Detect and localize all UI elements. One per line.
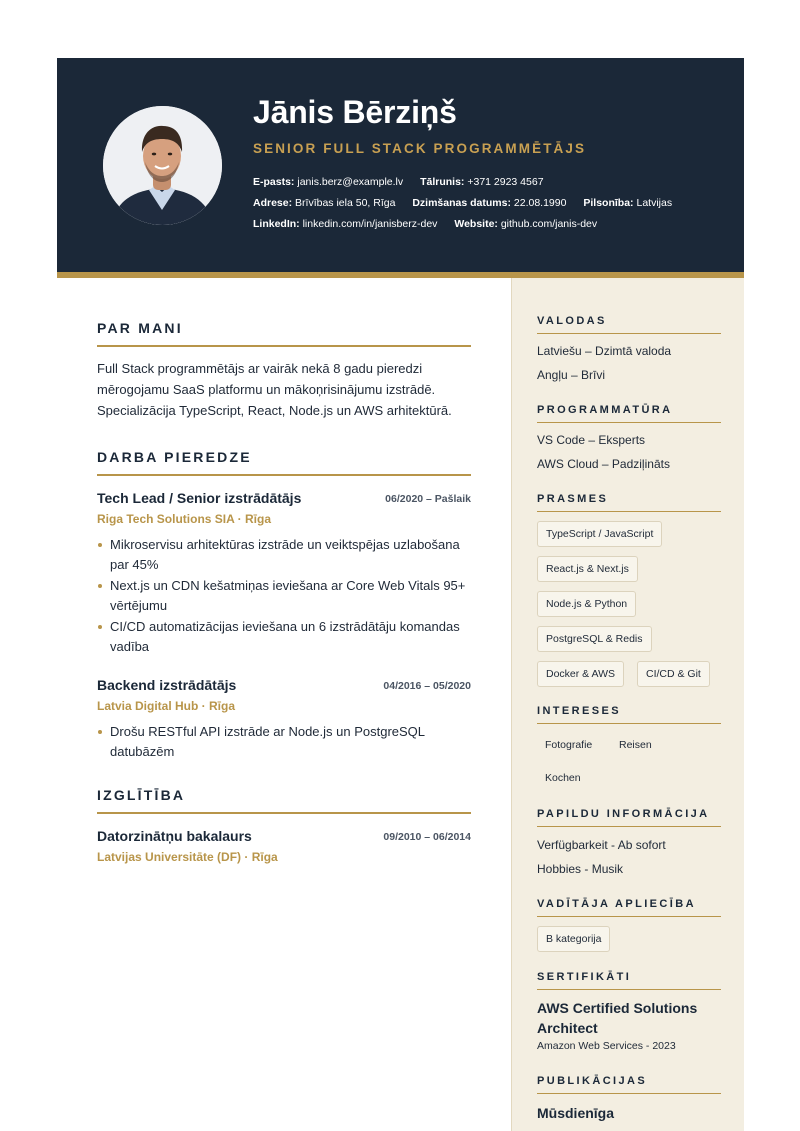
candidate-name: Jānis Bērziņš	[253, 94, 457, 130]
language-item: Angļu – Brīvi	[537, 368, 606, 382]
birthdate-label: Dzimšanas datums:	[412, 197, 511, 209]
skill-tag: Node.js & Python	[537, 591, 636, 617]
sidebar-heading-license: VADĪTĀJA APLIECĪBA	[537, 898, 721, 917]
job-2-company: Latvia Digital Hub · Rīga	[97, 699, 236, 713]
skill-tag: CI/CD & Git	[637, 661, 710, 687]
citizenship-contact	[583, 197, 672, 209]
job-2-dates: 04/2016 – 05/2020	[383, 680, 471, 692]
skill-tag: Docker & AWS	[537, 661, 624, 687]
address-contact	[253, 197, 395, 209]
phone-label: Tālrunis:	[420, 176, 465, 188]
software-item: AWS Cloud – Padziļināts	[537, 457, 670, 471]
skill-tag: PostgreSQL & Redis	[537, 626, 652, 652]
about-text: Full Stack programmētājs ar vairāk nekā 8 gadu pieredzi mērogojamu SaaS platformu un mākoņrisinājumu izstrādē. Specializācija TypeScript, React, Node.js un AWS arhitektūrā.	[97, 361, 452, 418]
website-contact[interactable]	[454, 218, 597, 230]
interest-item: Fotografie	[545, 739, 593, 751]
sidebar-heading-additional: PAPILDU INFORMĀCIJA	[537, 808, 721, 827]
email-contact[interactable]	[253, 176, 403, 188]
additional-item: Hobbies - Musik	[537, 862, 624, 876]
education-school: Latvijas Universitāte (DF) · Rīga	[97, 850, 278, 864]
job-1-dates: 06/2020 – Pašlaik	[385, 493, 471, 505]
email-value: janis.berz@example.lv	[297, 176, 404, 188]
interest-item: Reisen	[619, 739, 652, 751]
job-1-bullet: Next.js un CDN kešatmiņas ieviešana ar Core Web Vitals 95+ vērtējumu	[97, 576, 471, 615]
sidebar-heading-interests: INTERESES	[537, 705, 721, 724]
resume-header	[57, 58, 744, 272]
sidebar-heading-software: PROGRAMMATŪRA	[537, 404, 721, 423]
profile-photo	[103, 106, 222, 225]
additional-item: Verfügbarkeit - Ab sofort	[537, 838, 666, 852]
education-degree: Datorzinātņu bakalaurs	[97, 828, 252, 844]
section-heading-about: PAR MANI	[97, 320, 471, 347]
address-value: Brīvības iela 50, Rīga	[295, 197, 396, 209]
language-item: Latviešu – Dzimtā valoda	[537, 344, 672, 358]
certificate-issuer: Amazon Web Services - 2023	[537, 1040, 676, 1052]
sidebar-heading-publications: PUBLIKĀCIJAS	[537, 1075, 721, 1094]
linkedin-contact[interactable]	[253, 218, 437, 230]
phone-contact[interactable]	[420, 176, 543, 188]
section-heading-education: IZGLĪTĪBA	[97, 787, 471, 814]
job-1-company: Riga Tech Solutions SIA · Rīga	[97, 512, 272, 526]
sidebar-heading-certificates: SERTIFIKĀTI	[537, 971, 721, 990]
sidebar-heading-skills: PRASMES	[537, 493, 721, 512]
skill-tag: React.js & Next.js	[537, 556, 638, 582]
contact-row	[253, 197, 686, 209]
license-tag: B kategorija	[537, 926, 610, 952]
birthdate-contact	[412, 197, 566, 209]
section-heading-experience: DARBA PIEREDZE	[97, 449, 471, 476]
email-label: E-pasts:	[253, 176, 295, 188]
contact-row	[253, 218, 611, 230]
sidebar	[511, 278, 744, 1131]
linkedin-label: LinkedIn:	[253, 218, 300, 230]
job-1-bullet: CI/CD automatizācijas ieviešana un 6 izstrādātāju komandas vadība	[97, 617, 471, 656]
contact-row	[253, 176, 558, 188]
job-2-bullet: Drošu RESTful API izstrāde ar Node.js un PostgreSQL datubāzēm	[97, 722, 471, 761]
citizenship-label: Pilsonība:	[583, 197, 634, 209]
sidebar-heading-languages: VALODAS	[537, 315, 721, 334]
certificate-title: AWS Certified Solutions Architect	[537, 1000, 698, 1036]
citizenship-value: Latvijas	[636, 197, 673, 209]
job-title: SENIOR FULL STACK PROGRAMMĒTĀJS	[253, 141, 587, 156]
publication-title: Mūsdienīga	[537, 1105, 615, 1121]
software-item: VS Code – Eksperts	[537, 433, 646, 447]
address-label: Adrese:	[253, 197, 293, 209]
birthdate-value: 22.08.1990	[513, 197, 567, 209]
resume-page	[57, 58, 744, 1131]
job-1-bullet: Mikroservisu arhitektūras izstrāde un veiktspējas uzlabošana par 45%	[97, 535, 471, 574]
job-2-title: Backend izstrādātājs	[97, 677, 237, 693]
website-value: github.com/janis-dev	[500, 218, 598, 230]
website-label: Website:	[454, 218, 498, 230]
linkedin-value: linkedin.com/in/janisberz-dev	[302, 218, 438, 230]
interest-item: Kochen	[545, 772, 581, 784]
education-dates: 09/2010 – 06/2014	[383, 831, 471, 843]
phone-value: +371 2923 4567	[467, 176, 544, 188]
skill-tag: TypeScript / JavaScript	[537, 521, 662, 547]
job-1-title: Tech Lead / Senior izstrādātājs	[97, 490, 302, 506]
